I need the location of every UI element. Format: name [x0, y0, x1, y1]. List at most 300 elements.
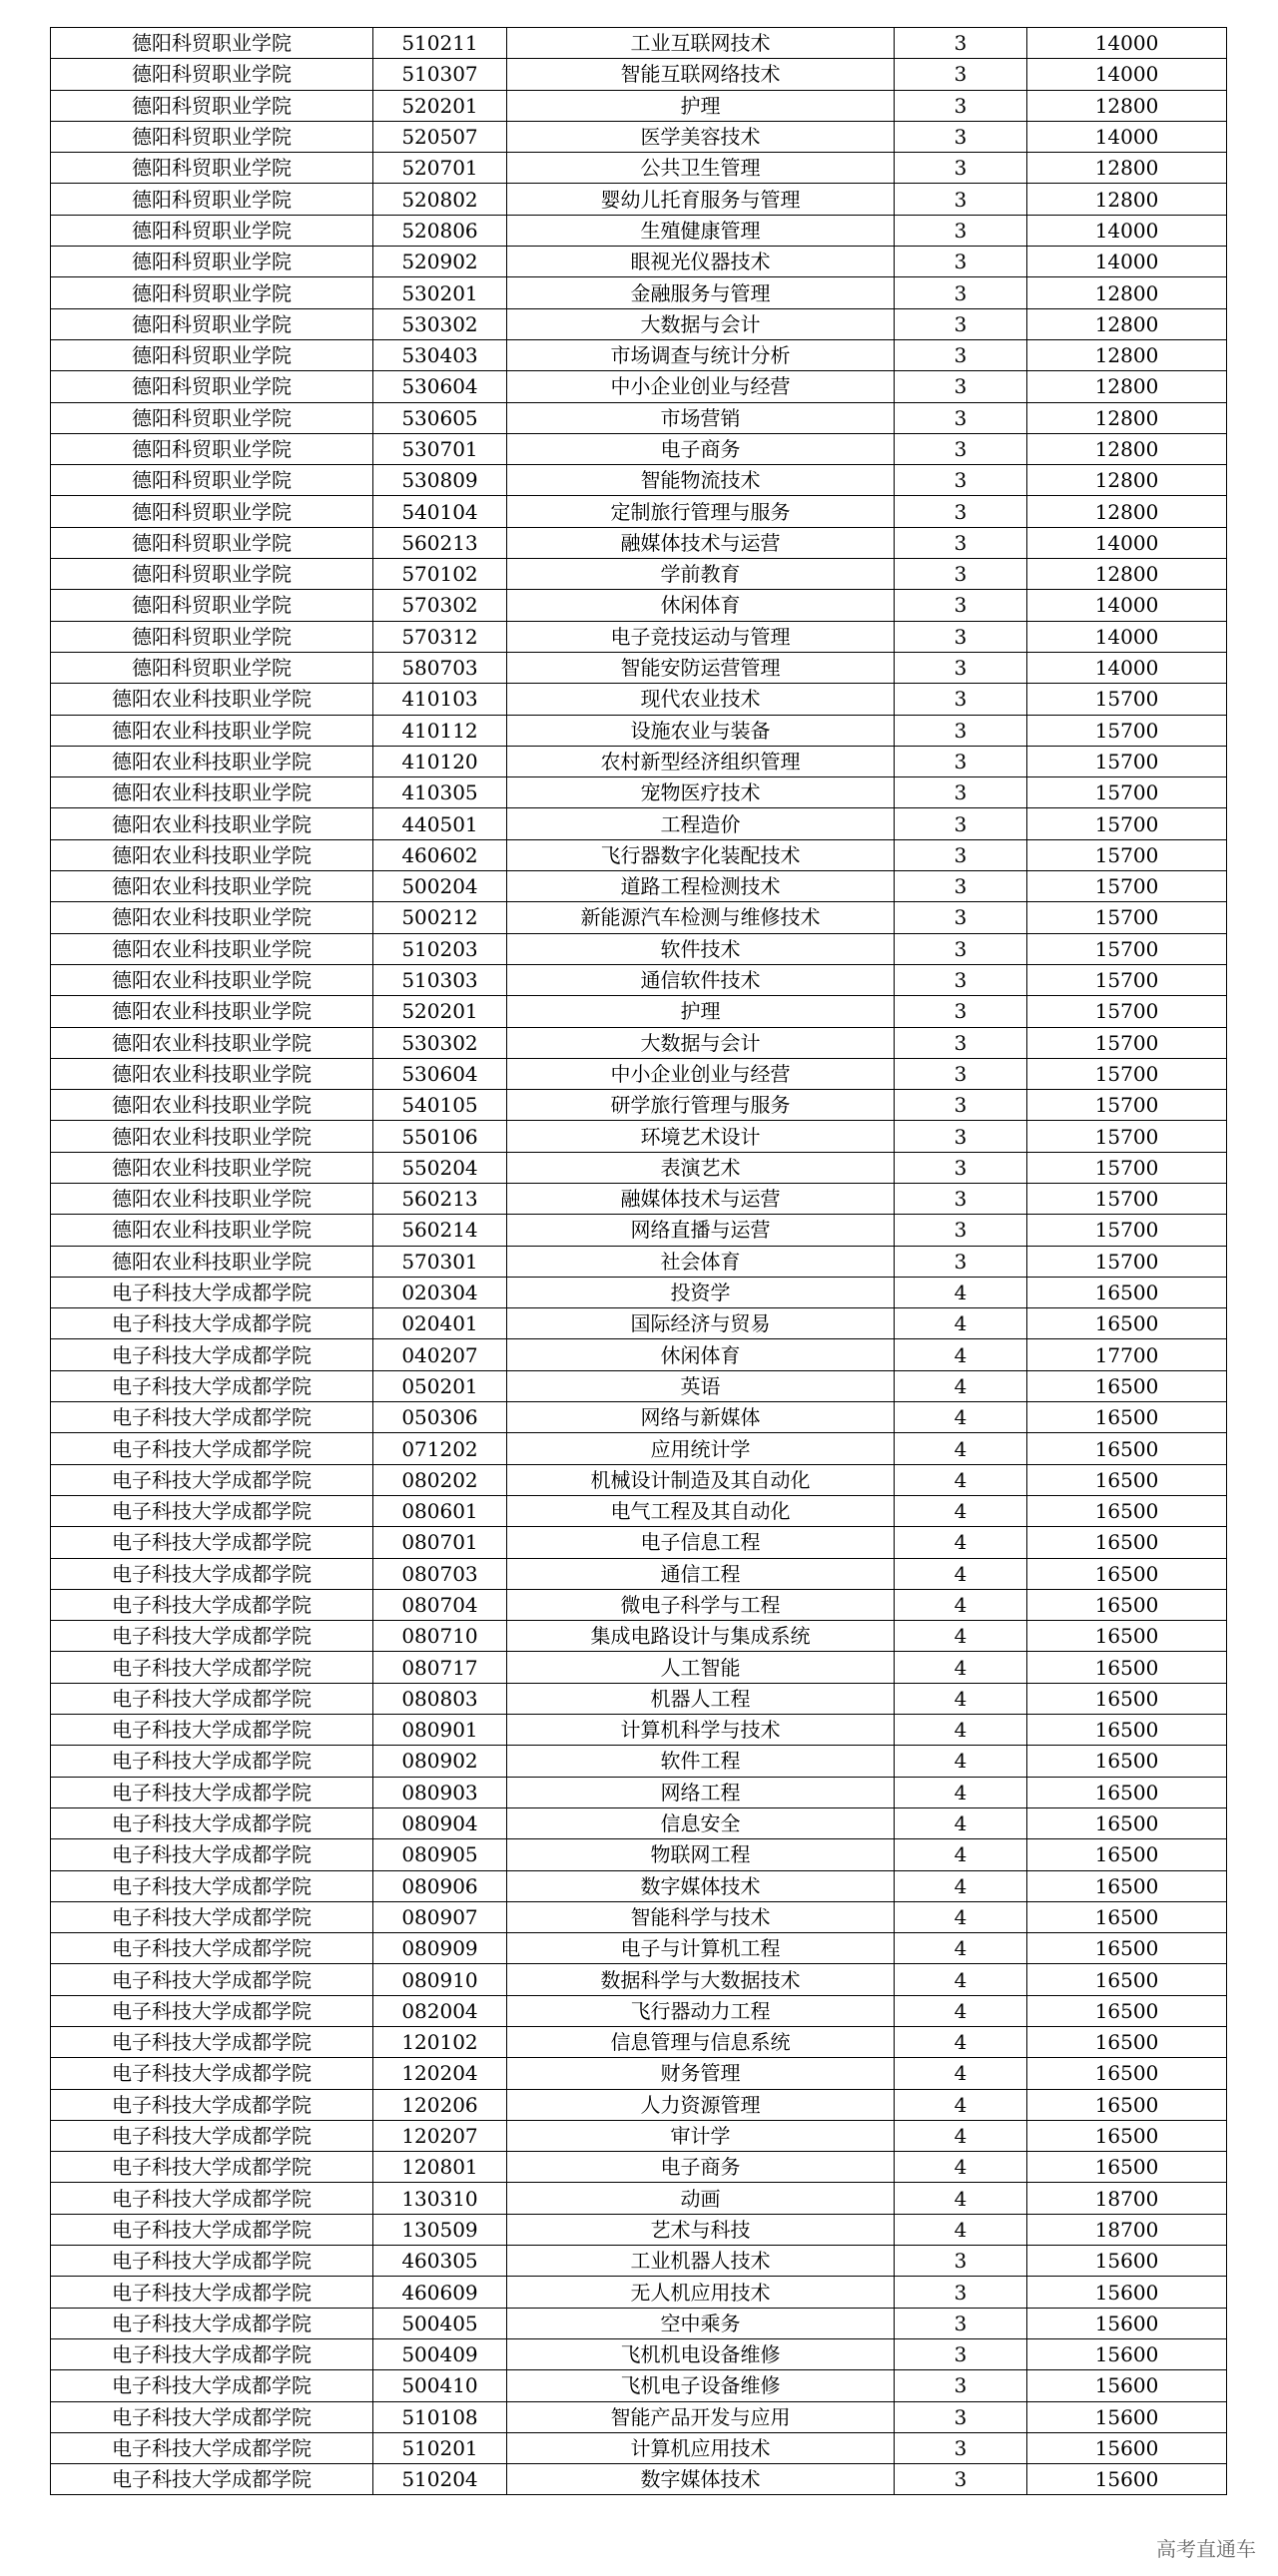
table-row	[51, 1839, 1227, 1870]
tuition-cell: 15700	[1027, 1090, 1227, 1121]
major-name-cell: 环境艺术设计	[507, 1121, 895, 1152]
major-name-cell: 工业互联网技术	[507, 28, 895, 59]
table-row	[51, 433, 1227, 464]
major-code-cell: 130509	[373, 2214, 507, 2245]
major-code-cell: 510203	[373, 933, 507, 964]
duration-cell: 3	[895, 1215, 1027, 1246]
tuition-cell: 16500	[1027, 2152, 1227, 2183]
tuition-cell: 16500	[1027, 1558, 1227, 1589]
duration-cell: 3	[895, 1152, 1027, 1183]
school-name-cell: 德阳农业科技职业学院	[51, 1215, 373, 1246]
major-name-cell: 生殖健康管理	[507, 215, 895, 246]
tuition-cell: 15700	[1027, 871, 1227, 902]
duration-cell: 3	[895, 2401, 1027, 2432]
duration-cell: 3	[895, 28, 1027, 59]
school-name-cell: 德阳科贸职业学院	[51, 496, 373, 527]
school-name-cell: 电子科技大学成都学院	[51, 1464, 373, 1495]
school-name-cell: 德阳科贸职业学院	[51, 527, 373, 558]
table-row	[51, 1152, 1227, 1183]
tuition-cell: 14000	[1027, 28, 1227, 59]
major-code-cell: 410112	[373, 715, 507, 746]
major-name-cell: 微电子科学与工程	[507, 1589, 895, 1620]
major-code-cell: 130310	[373, 2183, 507, 2214]
table-row	[51, 1433, 1227, 1464]
table-row	[51, 1964, 1227, 1995]
major-code-cell: 500409	[373, 2338, 507, 2369]
major-code-cell: 460602	[373, 839, 507, 870]
major-name-cell: 集成电路设计与集成系统	[507, 1621, 895, 1652]
table-row	[51, 90, 1227, 121]
school-name-cell: 电子科技大学成都学院	[51, 2058, 373, 2089]
major-name-cell: 护理	[507, 90, 895, 121]
major-name-cell: 空中乘务	[507, 2308, 895, 2338]
tuition-cell: 16500	[1027, 1589, 1227, 1620]
duration-cell: 3	[895, 902, 1027, 933]
duration-cell: 3	[895, 2308, 1027, 2338]
major-name-cell: 公共卫生管理	[507, 153, 895, 184]
table-row	[51, 1715, 1227, 1746]
tuition-cell: 16500	[1027, 1433, 1227, 1464]
major-name-cell: 飞行器动力工程	[507, 1995, 895, 2026]
major-code-cell: 530604	[373, 1058, 507, 1089]
duration-cell: 3	[895, 2246, 1027, 2277]
tuition-cell: 16500	[1027, 2120, 1227, 2151]
major-name-cell: 设施农业与装备	[507, 715, 895, 746]
table-row	[51, 2120, 1227, 2151]
tuition-table-body	[51, 28, 1227, 2495]
school-name-cell: 德阳农业科技职业学院	[51, 871, 373, 902]
major-code-cell: 570302	[373, 590, 507, 621]
major-name-cell: 机器人工程	[507, 1683, 895, 1714]
school-name-cell: 电子科技大学成都学院	[51, 1370, 373, 1401]
major-code-cell: 510307	[373, 59, 507, 90]
major-name-cell: 大数据与会计	[507, 308, 895, 339]
table-row	[51, 1215, 1227, 1246]
major-name-cell: 物联网工程	[507, 1839, 895, 1870]
major-name-cell: 新能源汽车检测与维修技术	[507, 902, 895, 933]
school-name-cell: 德阳科贸职业学院	[51, 371, 373, 402]
tuition-cell: 16500	[1027, 1652, 1227, 1683]
duration-cell: 3	[895, 964, 1027, 995]
tuition-cell: 15700	[1027, 839, 1227, 870]
major-name-cell: 智能科学与技术	[507, 1901, 895, 1932]
duration-cell: 4	[895, 2152, 1027, 2183]
tuition-cell: 15600	[1027, 2246, 1227, 2277]
major-name-cell: 动画	[507, 2183, 895, 2214]
tuition-cell: 12800	[1027, 153, 1227, 184]
school-name-cell: 电子科技大学成都学院	[51, 2464, 373, 2495]
major-code-cell: 410103	[373, 684, 507, 715]
duration-cell: 3	[895, 1027, 1027, 1058]
table-row	[51, 1558, 1227, 1589]
school-name-cell: 电子科技大学成都学院	[51, 1807, 373, 1838]
major-code-cell: 080717	[373, 1652, 507, 1683]
school-name-cell: 电子科技大学成都学院	[51, 2183, 373, 2214]
tuition-cell: 15600	[1027, 2277, 1227, 2308]
tuition-cell: 14000	[1027, 59, 1227, 90]
duration-cell: 3	[895, 2277, 1027, 2308]
table-row	[51, 465, 1227, 496]
duration-cell: 3	[895, 996, 1027, 1027]
table-row	[51, 590, 1227, 621]
major-code-cell: 520802	[373, 184, 507, 215]
duration-cell: 3	[895, 590, 1027, 621]
tuition-cell: 12800	[1027, 371, 1227, 402]
duration-cell: 4	[895, 2089, 1027, 2120]
duration-cell: 4	[895, 1807, 1027, 1838]
duration-cell: 3	[895, 121, 1027, 152]
table-row	[51, 2432, 1227, 2463]
major-name-cell: 财务管理	[507, 2058, 895, 2089]
major-code-cell: 540105	[373, 1090, 507, 1121]
table-row	[51, 996, 1227, 1027]
school-name-cell: 德阳科贸职业学院	[51, 308, 373, 339]
duration-cell: 3	[895, 684, 1027, 715]
tuition-cell: 15700	[1027, 902, 1227, 933]
table-row	[51, 1901, 1227, 1932]
major-name-cell: 国际经济与贸易	[507, 1308, 895, 1339]
duration-cell: 4	[895, 1839, 1027, 1870]
table-row	[51, 559, 1227, 590]
duration-cell: 3	[895, 652, 1027, 683]
school-name-cell: 电子科技大学成都学院	[51, 2214, 373, 2245]
duration-cell: 3	[895, 247, 1027, 277]
duration-cell: 3	[895, 215, 1027, 246]
duration-cell: 3	[895, 371, 1027, 402]
school-name-cell: 电子科技大学成都学院	[51, 1777, 373, 1807]
duration-cell: 4	[895, 1277, 1027, 1307]
tuition-cell: 18700	[1027, 2183, 1227, 2214]
major-code-cell: 570312	[373, 621, 507, 652]
major-code-cell: 080701	[373, 1527, 507, 1558]
school-name-cell: 电子科技大学成都学院	[51, 2089, 373, 2120]
tuition-cell: 15600	[1027, 2308, 1227, 2338]
major-code-cell: 560213	[373, 1183, 507, 1214]
major-code-cell: 410120	[373, 746, 507, 776]
major-name-cell: 婴幼儿托育服务与管理	[507, 184, 895, 215]
major-code-cell: 560213	[373, 527, 507, 558]
tuition-cell: 15700	[1027, 996, 1227, 1027]
school-name-cell: 德阳农业科技职业学院	[51, 684, 373, 715]
school-name-cell: 德阳农业科技职业学院	[51, 1090, 373, 1121]
duration-cell: 4	[895, 1464, 1027, 1495]
major-name-cell: 电子与计算机工程	[507, 1933, 895, 1964]
school-name-cell: 德阳科贸职业学院	[51, 121, 373, 152]
table-row	[51, 839, 1227, 870]
major-code-cell: 120801	[373, 2152, 507, 2183]
table-row	[51, 2464, 1227, 2495]
school-name-cell: 电子科技大学成都学院	[51, 2370, 373, 2401]
school-name-cell: 电子科技大学成都学院	[51, 1621, 373, 1652]
school-name-cell: 德阳科贸职业学院	[51, 247, 373, 277]
table-row	[51, 1402, 1227, 1433]
table-row	[51, 153, 1227, 184]
tuition-cell: 12800	[1027, 184, 1227, 215]
table-row	[51, 2338, 1227, 2369]
school-name-cell: 德阳农业科技职业学院	[51, 1121, 373, 1152]
table-row	[51, 1277, 1227, 1307]
table-row	[51, 527, 1227, 558]
major-name-cell: 网络与新媒体	[507, 1402, 895, 1433]
table-row	[51, 2152, 1227, 2183]
major-code-cell: 080902	[373, 1746, 507, 1777]
table-row	[51, 1807, 1227, 1838]
major-code-cell: 080710	[373, 1621, 507, 1652]
duration-cell: 4	[895, 1589, 1027, 1620]
major-code-cell: 080903	[373, 1777, 507, 1807]
tuition-cell: 16500	[1027, 1370, 1227, 1401]
major-code-cell: 440501	[373, 808, 507, 839]
table-row	[51, 28, 1227, 59]
school-name-cell: 电子科技大学成都学院	[51, 1495, 373, 1526]
major-name-cell: 休闲体育	[507, 590, 895, 621]
major-code-cell: 082004	[373, 1995, 507, 2026]
major-name-cell: 信息安全	[507, 1807, 895, 1838]
major-name-cell: 中小企业创业与经营	[507, 1058, 895, 1089]
major-code-cell: 530701	[373, 433, 507, 464]
table-row	[51, 1933, 1227, 1964]
table-row	[51, 339, 1227, 370]
tuition-cell: 15700	[1027, 715, 1227, 746]
school-name-cell: 电子科技大学成都学院	[51, 2120, 373, 2151]
tuition-cell: 14000	[1027, 621, 1227, 652]
major-name-cell: 通信工程	[507, 1558, 895, 1589]
major-code-cell: 520507	[373, 121, 507, 152]
major-code-cell: 020401	[373, 1308, 507, 1339]
major-name-cell: 农村新型经济组织管理	[507, 746, 895, 776]
table-row	[51, 1183, 1227, 1214]
tuition-cell: 12800	[1027, 465, 1227, 496]
duration-cell: 3	[895, 2464, 1027, 2495]
major-code-cell: 540104	[373, 496, 507, 527]
table-row	[51, 1339, 1227, 1370]
table-row	[51, 2370, 1227, 2401]
tuition-cell: 12800	[1027, 90, 1227, 121]
major-name-cell: 飞机机电设备维修	[507, 2338, 895, 2369]
duration-cell: 4	[895, 1964, 1027, 1995]
duration-cell: 3	[895, 433, 1027, 464]
major-name-cell: 中小企业创业与经营	[507, 371, 895, 402]
tuition-cell: 15700	[1027, 1058, 1227, 1089]
school-name-cell: 电子科技大学成都学院	[51, 1308, 373, 1339]
major-name-cell: 电子信息工程	[507, 1527, 895, 1558]
tuition-cell: 16500	[1027, 2058, 1227, 2089]
major-code-cell: 120204	[373, 2058, 507, 2089]
school-name-cell: 电子科技大学成都学院	[51, 1277, 373, 1307]
major-code-cell: 120102	[373, 2027, 507, 2058]
duration-cell: 3	[895, 777, 1027, 808]
major-code-cell: 410305	[373, 777, 507, 808]
tuition-cell: 15600	[1027, 2338, 1227, 2369]
duration-cell: 3	[895, 2432, 1027, 2463]
school-name-cell: 电子科技大学成都学院	[51, 2027, 373, 2058]
tuition-table	[50, 27, 1227, 2495]
major-code-cell: 550204	[373, 1152, 507, 1183]
school-name-cell: 电子科技大学成都学院	[51, 1715, 373, 1746]
table-row	[51, 1246, 1227, 1277]
tuition-cell: 15700	[1027, 808, 1227, 839]
major-code-cell: 500410	[373, 2370, 507, 2401]
duration-cell: 3	[895, 1121, 1027, 1152]
major-name-cell: 数据科学与大数据技术	[507, 1964, 895, 1995]
tuition-cell: 16500	[1027, 1777, 1227, 1807]
major-code-cell: 080703	[373, 1558, 507, 1589]
duration-cell: 3	[895, 2338, 1027, 2369]
table-row	[51, 808, 1227, 839]
school-name-cell: 德阳科贸职业学院	[51, 90, 373, 121]
school-name-cell: 德阳农业科技职业学院	[51, 746, 373, 776]
major-name-cell: 电子竞技运动与管理	[507, 621, 895, 652]
major-name-cell: 网络直播与运营	[507, 1215, 895, 1246]
table-row	[51, 2089, 1227, 2120]
duration-cell: 3	[895, 746, 1027, 776]
tuition-cell: 15600	[1027, 2432, 1227, 2463]
major-name-cell: 投资学	[507, 1277, 895, 1307]
major-code-cell: 550106	[373, 1121, 507, 1152]
duration-cell: 3	[895, 339, 1027, 370]
major-code-cell: 120207	[373, 2120, 507, 2151]
school-name-cell: 电子科技大学成都学院	[51, 2432, 373, 2463]
table-row	[51, 964, 1227, 995]
major-code-cell: 520701	[373, 153, 507, 184]
duration-cell: 3	[895, 308, 1027, 339]
major-code-cell: 020304	[373, 1277, 507, 1307]
school-name-cell: 德阳农业科技职业学院	[51, 964, 373, 995]
duration-cell: 4	[895, 1402, 1027, 1433]
table-row	[51, 1308, 1227, 1339]
major-name-cell: 现代农业技术	[507, 684, 895, 715]
table-row	[51, 1870, 1227, 1901]
duration-cell: 3	[895, 1090, 1027, 1121]
duration-cell: 3	[895, 871, 1027, 902]
major-name-cell: 融媒体技术与运营	[507, 527, 895, 558]
school-name-cell: 电子科技大学成都学院	[51, 1339, 373, 1370]
tuition-cell: 16500	[1027, 1964, 1227, 1995]
duration-cell: 3	[895, 559, 1027, 590]
major-code-cell: 080901	[373, 1715, 507, 1746]
major-code-cell: 530302	[373, 1027, 507, 1058]
major-name-cell: 飞机电子设备维修	[507, 2370, 895, 2401]
school-name-cell: 德阳科贸职业学院	[51, 215, 373, 246]
duration-cell: 4	[895, 1901, 1027, 1932]
tuition-cell: 12800	[1027, 559, 1227, 590]
school-name-cell: 电子科技大学成都学院	[51, 2277, 373, 2308]
duration-cell: 4	[895, 1339, 1027, 1370]
tuition-cell: 16500	[1027, 2089, 1227, 2120]
major-code-cell: 570301	[373, 1246, 507, 1277]
major-name-cell: 数字媒体技术	[507, 1870, 895, 1901]
table-row	[51, 1495, 1227, 1526]
major-code-cell: 080904	[373, 1807, 507, 1838]
duration-cell: 3	[895, 715, 1027, 746]
duration-cell: 3	[895, 933, 1027, 964]
tuition-cell: 14000	[1027, 590, 1227, 621]
table-row	[51, 1621, 1227, 1652]
tuition-cell: 16500	[1027, 1308, 1227, 1339]
table-row	[51, 652, 1227, 683]
tuition-cell: 16500	[1027, 1621, 1227, 1652]
major-name-cell: 护理	[507, 996, 895, 1027]
table-row	[51, 2183, 1227, 2214]
duration-cell: 3	[895, 621, 1027, 652]
school-name-cell: 电子科技大学成都学院	[51, 1558, 373, 1589]
major-code-cell: 520201	[373, 996, 507, 1027]
major-name-cell: 市场营销	[507, 402, 895, 433]
major-code-cell: 080909	[373, 1933, 507, 1964]
major-name-cell: 道路工程检测技术	[507, 871, 895, 902]
duration-cell: 3	[895, 465, 1027, 496]
tuition-cell: 12800	[1027, 308, 1227, 339]
school-name-cell: 德阳科贸职业学院	[51, 339, 373, 370]
major-name-cell: 休闲体育	[507, 1339, 895, 1370]
duration-cell: 3	[895, 2370, 1027, 2401]
major-code-cell: 500212	[373, 902, 507, 933]
tuition-cell: 14000	[1027, 121, 1227, 152]
major-name-cell: 电气工程及其自动化	[507, 1495, 895, 1526]
major-code-cell: 530302	[373, 308, 507, 339]
table-row	[51, 2214, 1227, 2245]
school-name-cell: 德阳科贸职业学院	[51, 28, 373, 59]
table-row	[51, 59, 1227, 90]
tuition-cell: 15700	[1027, 746, 1227, 776]
table-row	[51, 1652, 1227, 1683]
major-code-cell: 560214	[373, 1215, 507, 1246]
table-row	[51, 2277, 1227, 2308]
major-name-cell: 定制旅行管理与服务	[507, 496, 895, 527]
table-row	[51, 777, 1227, 808]
duration-cell: 4	[895, 2058, 1027, 2089]
school-name-cell: 德阳农业科技职业学院	[51, 715, 373, 746]
duration-cell: 4	[895, 1933, 1027, 1964]
school-name-cell: 电子科技大学成都学院	[51, 1527, 373, 1558]
tuition-cell: 16500	[1027, 1933, 1227, 1964]
major-name-cell: 飞行器数字化装配技术	[507, 839, 895, 870]
school-name-cell: 德阳农业科技职业学院	[51, 808, 373, 839]
major-code-cell: 040207	[373, 1339, 507, 1370]
major-code-cell: 080907	[373, 1901, 507, 1932]
major-name-cell: 电子商务	[507, 433, 895, 464]
tuition-cell: 15700	[1027, 684, 1227, 715]
table-row	[51, 402, 1227, 433]
major-code-cell: 120206	[373, 2089, 507, 2120]
major-code-cell: 520201	[373, 90, 507, 121]
major-name-cell: 工业机器人技术	[507, 2246, 895, 2277]
major-name-cell: 智能产品开发与应用	[507, 2401, 895, 2432]
tuition-cell: 16500	[1027, 1495, 1227, 1526]
school-name-cell: 德阳科贸职业学院	[51, 153, 373, 184]
school-name-cell: 德阳科贸职业学院	[51, 590, 373, 621]
duration-cell: 4	[895, 2027, 1027, 2058]
school-name-cell: 电子科技大学成都学院	[51, 1402, 373, 1433]
major-code-cell: 050201	[373, 1370, 507, 1401]
school-name-cell: 德阳科贸职业学院	[51, 402, 373, 433]
major-name-cell: 研学旅行管理与服务	[507, 1090, 895, 1121]
table-row	[51, 1121, 1227, 1152]
major-code-cell: 570102	[373, 559, 507, 590]
tuition-cell: 16500	[1027, 1746, 1227, 1777]
duration-cell: 3	[895, 527, 1027, 558]
major-code-cell: 080910	[373, 1964, 507, 1995]
duration-cell: 3	[895, 496, 1027, 527]
school-name-cell: 电子科技大学成都学院	[51, 1433, 373, 1464]
tuition-cell: 16500	[1027, 1807, 1227, 1838]
school-name-cell: 电子科技大学成都学院	[51, 1683, 373, 1714]
major-code-cell: 080202	[373, 1464, 507, 1495]
major-code-cell: 080906	[373, 1870, 507, 1901]
major-name-cell: 金融服务与管理	[507, 277, 895, 308]
school-name-cell: 电子科技大学成都学院	[51, 1933, 373, 1964]
school-name-cell: 德阳科贸职业学院	[51, 184, 373, 215]
